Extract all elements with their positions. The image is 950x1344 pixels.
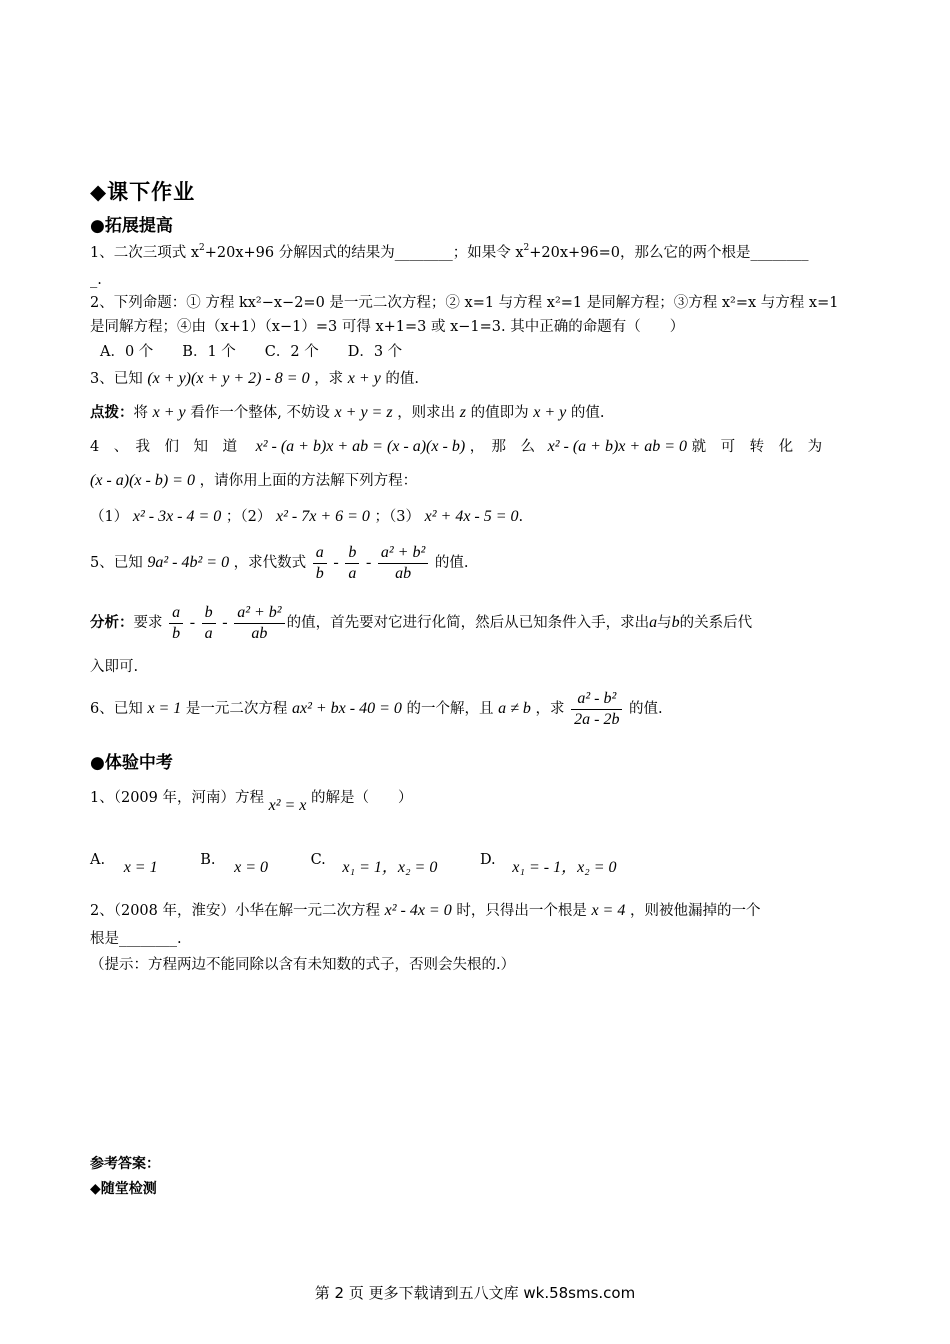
q1-text-b: +20x+96 分解因式的结果为________；如果令 x — [204, 245, 524, 261]
question-4-parts — [90, 507, 523, 527]
question-4-line2 — [90, 471, 417, 491]
q4-part2-label: ；（2） — [225, 509, 272, 525]
exam-q2-prefix: 2、（2008 年，淮安）小华在解一元二次方程 — [90, 903, 380, 919]
q5-fraction-a-over-b — [313, 543, 327, 584]
q6-equation-1: x = 1 — [147, 700, 182, 717]
exam-q1-options — [90, 845, 617, 875]
hint-expr-2: x + y = z — [334, 404, 393, 421]
q4-equation-3: (x - a)(x - b) = 0 — [90, 472, 195, 489]
minus-sign: - — [333, 554, 339, 571]
q4-part2-equation: x² - 7x + 6 = 0 — [276, 508, 370, 525]
answers-section: ◆随堂检测 — [90, 1181, 157, 1197]
fraction-numerator: a² + b² — [378, 543, 428, 564]
question-4-line1 — [90, 437, 822, 457]
analysis-d: 的关系后代 — [679, 615, 753, 631]
section-title: ◆课下作业 — [90, 180, 196, 204]
q4-part3-equation: x² + 4x - 5 = 0 — [424, 508, 519, 525]
q4-line1-b: ， 那 么 — [469, 439, 535, 455]
fraction-denominator: a — [348, 564, 357, 582]
hint — [90, 403, 604, 423]
question-2-line1: 2、下列命题：① 方程 kx²−x−2=0 是一元二次方程；② x=1 与方程 x²=1 是同解方程；③方程 x²=x 与方程 x=1 — [90, 295, 839, 311]
option-c: x₁ = 1，x₂ = 0 — [342, 859, 438, 876]
option-a: x = 1 — [123, 859, 158, 876]
fraction-denominator: ab — [251, 624, 268, 642]
option-b: x = 0 — [234, 859, 268, 876]
analysis-fraction-b-over-a — [202, 603, 216, 644]
option-c-label: C. — [310, 852, 326, 868]
page-footer: 第 2 页 更多下载请到五八文库 wk.58sms.com — [314, 1284, 636, 1302]
fraction-numerator: a² - b² — [571, 689, 622, 710]
q4-line1-c: 就 可 转 化 为 — [691, 439, 823, 455]
exam-q1-equation: x² = x — [268, 797, 307, 814]
q6-mid-1: 是一元二次方程 — [185, 701, 288, 717]
exam-question-2 — [90, 900, 760, 922]
q6-prefix: 6、已知 — [90, 701, 143, 717]
q3-suffix: 的值. — [385, 371, 420, 387]
question-6 — [90, 687, 663, 731]
fraction-denominator: b — [172, 624, 181, 642]
q4-part3-label: ；（3） — [374, 509, 421, 525]
q3-prefix: 3、已知 — [90, 371, 143, 387]
q5-suffix: 的值. — [434, 555, 469, 571]
hint-expr-1: x + y — [152, 404, 186, 421]
analysis-label: 分析： — [90, 615, 134, 631]
question-1: 1、二次三项式 $x^2+20x+96$ 分解因式的结果为________；如果令 $x^2+20x+96=0$，那么它的两个根是________ — [90, 243, 809, 261]
q5-fraction-b-over-a — [345, 543, 359, 584]
exam-question-1 — [90, 783, 413, 813]
analysis-var-b: b — [671, 614, 680, 631]
fraction-numerator: a² + b² — [234, 603, 284, 624]
hint-label: 点拨： — [90, 405, 134, 421]
option-b-label: B. — [200, 852, 216, 868]
hint-e: 的值. — [570, 405, 605, 421]
q3-expression: x + y — [347, 370, 381, 387]
q4-part1-equation: x² - 3x - 4 = 0 — [132, 508, 222, 525]
exam-heading: ●体验中考 — [90, 753, 173, 773]
option-a-label: A. — [90, 852, 106, 868]
exam-q2-equation: x² - 4x = 0 — [384, 902, 452, 919]
question-2-line2: 是同解方程；④由（x+1）（x−1）=3 可得 x+1=3 或 x−1=3. 其中正确的命题有（ ） — [90, 319, 685, 335]
q6-mid-2: 的一个解，且 — [406, 701, 494, 717]
q6-equation-2: ax² + bx - 40 = 0 — [291, 700, 402, 717]
minus-sign: - — [222, 614, 228, 631]
q4-equation-1: x² - (a + b)x + ab = (x - a)(x - b) — [255, 438, 466, 455]
q5-prefix: 5、已知 — [90, 555, 143, 571]
q4-part1-label: （1） — [90, 509, 129, 525]
fraction-denominator: a — [204, 624, 213, 642]
analysis-var-a: a — [649, 614, 658, 631]
option-d: x₁ = - 1，x₂ = 0 — [512, 859, 617, 876]
exam-q1-text: 1、（2009 年，河南）方程 — [90, 790, 264, 806]
q1-continuation: _. — [90, 272, 102, 288]
question-2-options: A．0 个 B．1 个 C．2 个 D．3 个 — [100, 344, 403, 360]
q4-end: . — [518, 509, 524, 525]
q6-fraction — [571, 689, 622, 730]
q5-mid: ，求代数式 — [233, 555, 307, 571]
q5-equation: 9a² - 4b² = 0 — [147, 554, 230, 571]
q4-equation-2: x² - (a + b)x + ab = 0 — [547, 438, 687, 455]
exam-q2-suffix: ，则被他漏掉的一个 — [629, 903, 761, 919]
q3-equation: (x + y)(x + y + 2) - 8 = 0 — [147, 370, 310, 387]
exam-q2-mid: 时，只得出一个根是 — [456, 903, 587, 919]
fraction-numerator: a — [169, 603, 183, 624]
analysis-c: 与 — [657, 615, 672, 631]
fraction-denominator: b — [315, 564, 324, 582]
q6-mid-3: ，求 — [535, 701, 565, 717]
analysis-fraction-sum-over-ab — [234, 603, 284, 644]
fraction-numerator: b — [202, 603, 216, 624]
exam-q2-equation-2: x = 4 — [591, 902, 626, 919]
q1-text-c: +20x+96=0，那么它的两个根是________ — [529, 245, 809, 261]
q6-equation-3: a ≠ b — [498, 700, 531, 717]
hint-b: 看作一个整体, 不妨设 — [190, 405, 330, 421]
fraction-numerator: a — [313, 543, 327, 564]
question-5 — [90, 541, 468, 585]
hint-expr-4: x + y — [533, 404, 567, 421]
hint-c: ，则求出 — [397, 405, 456, 421]
q5-fraction-sum-over-ab — [378, 543, 428, 584]
hint-d: 的值即为 — [470, 405, 529, 421]
exam-q2-hint: （提示：方程两边不能同除以含有未知数的式子，否则会失根的.） — [90, 957, 516, 973]
fraction-numerator: b — [345, 543, 359, 564]
analysis-b: 的值，首先要对它进行化简，然后从已知条件入手，求出 — [286, 615, 650, 631]
question-3 — [90, 369, 419, 389]
analysis-a: 要求 — [133, 615, 163, 631]
option-d-label: D. — [479, 852, 496, 868]
q4-line1-a: 4 、 我 们 知 道 — [90, 439, 237, 455]
hint-a: 将 — [133, 405, 148, 421]
analysis — [90, 601, 752, 645]
minus-sign: - — [365, 554, 372, 571]
q3-mid: ，求 — [314, 371, 344, 387]
fraction-denominator: ab — [395, 564, 412, 582]
fraction-denominator: 2a - 2b — [574, 710, 620, 728]
q6-suffix: 的值. — [629, 701, 663, 717]
hint-expr-3: z — [459, 404, 467, 421]
minus-sign: - — [189, 614, 196, 631]
exam-q1-suffix: 的解是（ ） — [311, 790, 413, 806]
analysis-fraction-a-over-b — [169, 603, 183, 644]
analysis-line2: 入即可. — [90, 659, 139, 675]
extension-heading: ●拓展提高 — [90, 216, 173, 236]
exam-q2-line2: 根是________. — [90, 931, 182, 947]
q1-text-a: 1、二次三项式 x — [90, 245, 200, 261]
answers-label: 参考答案： — [90, 1156, 160, 1172]
q4-line2-text: ，请你用上面的方法解下列方程： — [199, 473, 418, 489]
